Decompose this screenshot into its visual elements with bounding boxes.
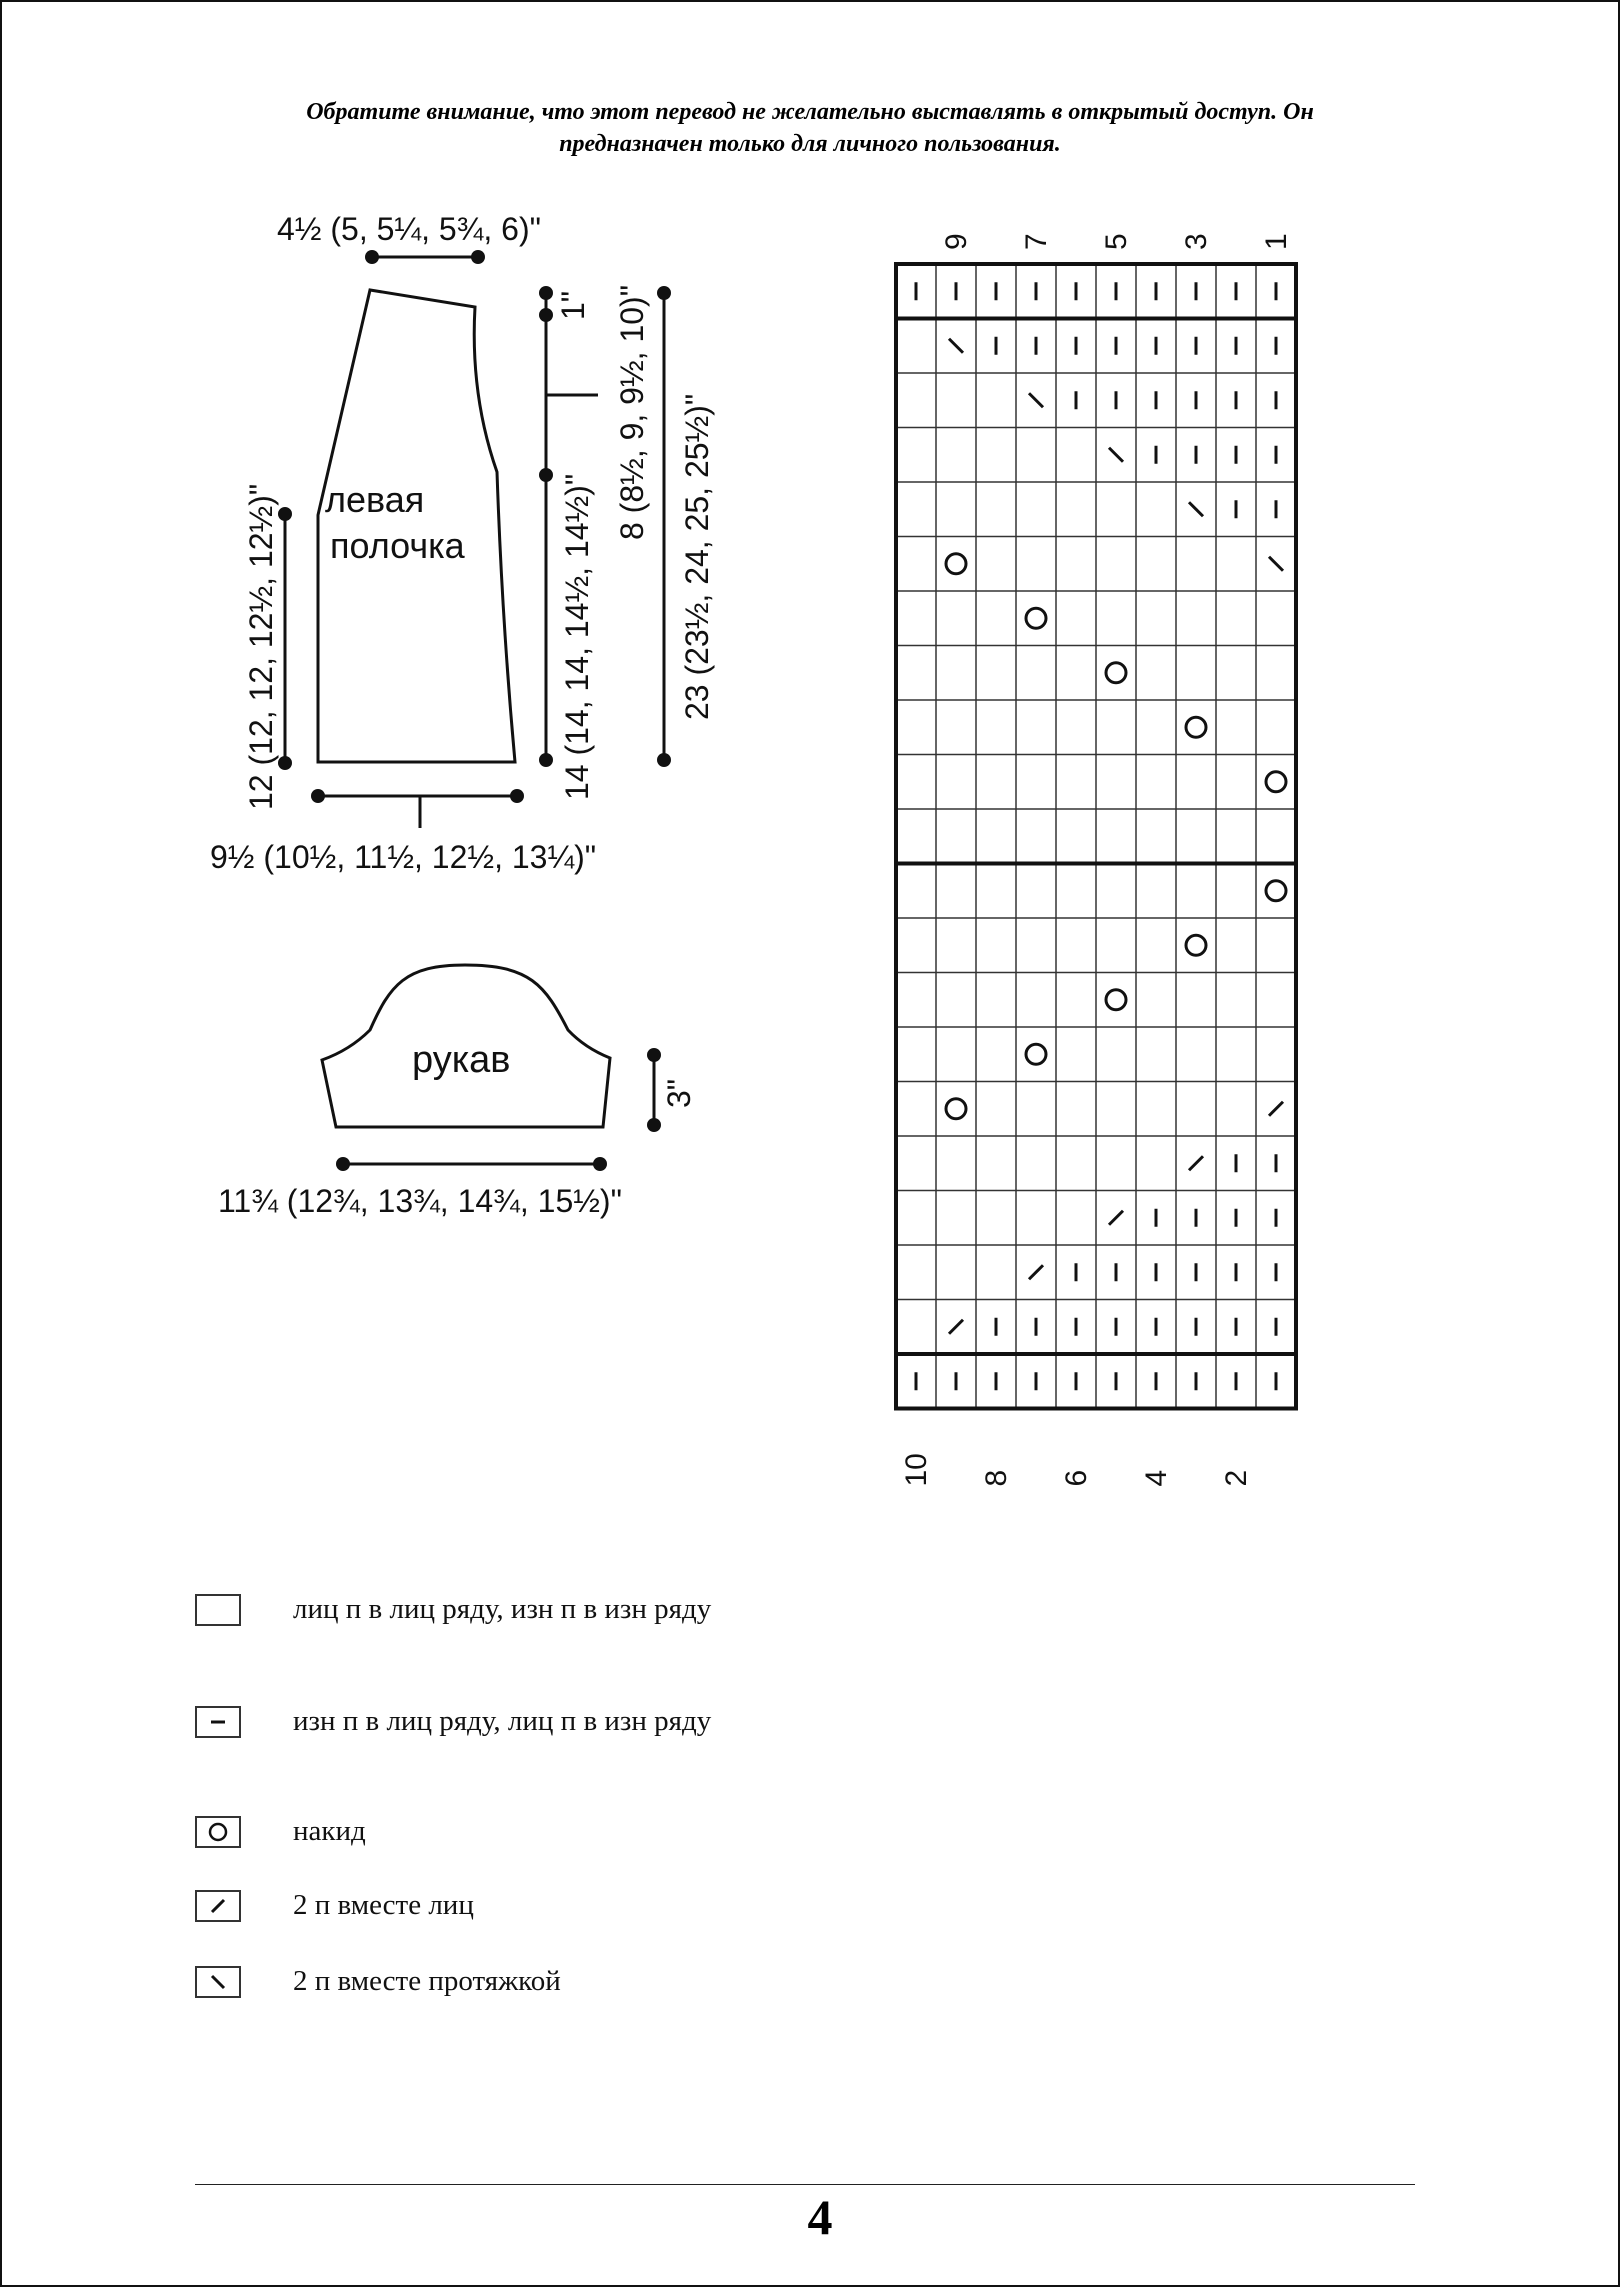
dot — [365, 250, 379, 264]
yarn-over-symbol — [1106, 663, 1126, 683]
sleeve-cap-label: 3" — [661, 1078, 697, 1108]
yarn-over-symbol — [946, 554, 966, 574]
dot — [311, 789, 325, 803]
k2tog-symbol — [1269, 1102, 1283, 1116]
legend-symbol-dash — [195, 1706, 241, 1738]
shoulder-width-label: 4½ (5, 5¼, 5¾, 6)" — [277, 211, 541, 247]
dot — [539, 308, 553, 322]
bottom-width-label: 9½ (10½, 11½, 12½, 13¼)" — [210, 839, 597, 875]
armhole-depth-label: 8 (8½, 9, 9½, 10)" — [614, 284, 650, 540]
dot — [657, 286, 671, 300]
yarn-over-symbol — [1186, 935, 1206, 955]
k2tog-symbol — [1189, 1156, 1203, 1170]
dot — [510, 789, 524, 803]
front-label-1: левая — [325, 479, 425, 520]
yarn-over-symbol — [1186, 717, 1206, 737]
yarn-over-symbol — [946, 1099, 966, 1119]
dot — [336, 1157, 350, 1171]
legend-symbol-empty — [195, 1594, 241, 1626]
dot — [539, 468, 553, 482]
legend-symbol-backslash — [195, 1966, 241, 1998]
total-length-label: 23 (23½, 24, 25, 25½)" — [679, 393, 715, 720]
dot — [657, 753, 671, 767]
chart-top-number: 9 — [940, 233, 973, 250]
notice-line-1: Обратите внимание, что этот перевод не желательно выставлять в открытый доступ. Он — [306, 99, 1314, 125]
legend-text: 2 п вместе лиц — [293, 1889, 474, 1921]
yarn-over-symbol — [1266, 881, 1286, 901]
sleeve-label: рукав — [412, 1039, 511, 1081]
dot — [539, 286, 553, 300]
chart-top-number: 3 — [1180, 233, 1213, 250]
dot — [647, 1118, 661, 1132]
one-inch-label: 1" — [555, 290, 591, 320]
chart-bottom-number: 10 — [900, 1453, 933, 1487]
dot — [647, 1048, 661, 1062]
yarn-over-symbol — [1266, 772, 1286, 792]
legend-text: 2 п вместе протяжкой — [293, 1965, 561, 1997]
ssk-symbol — [949, 339, 963, 353]
dot — [278, 507, 292, 521]
legend-text: изн п в лиц ряду, лиц п в изн ряду — [293, 1705, 712, 1737]
dot — [471, 250, 485, 264]
yarn-over-symbol — [1106, 990, 1126, 1010]
chart-top-number: 5 — [1100, 233, 1133, 250]
chart-bottom-number: 6 — [1060, 1469, 1093, 1487]
k2tog-symbol — [1029, 1265, 1043, 1279]
page-number: 4 — [807, 2189, 833, 2245]
chart-top-number: 1 — [1260, 233, 1293, 250]
ssk-symbol — [1189, 502, 1203, 516]
footer-divider — [195, 2184, 1415, 2185]
legend-symbol-circle — [195, 1816, 241, 1848]
ssk-symbol — [1109, 448, 1123, 462]
ssk-symbol — [1029, 393, 1043, 407]
chart-bottom-number: 2 — [1220, 1469, 1253, 1487]
body-to-armhole-label: 14 (14, 14, 14½, 14½)" — [559, 473, 595, 800]
dot — [278, 756, 292, 770]
side-length-label: 12 (12, 12, 12½, 12½)" — [243, 483, 279, 810]
k2tog-symbol — [1109, 1211, 1123, 1225]
chart-top-number: 7 — [1020, 233, 1053, 250]
yarn-over-symbol — [1026, 608, 1046, 628]
knitting-chart — [896, 233, 1296, 1486]
chart-bottom-number: 4 — [1140, 1469, 1173, 1487]
dot — [539, 753, 553, 767]
yarn-over-symbol — [1026, 1044, 1046, 1064]
legend-symbol-slash — [195, 1890, 241, 1922]
notice-line-2: предназначен только для личного пользования. — [559, 131, 1061, 157]
ssk-symbol — [1269, 557, 1283, 571]
front-label-2: полочка — [330, 525, 465, 566]
legend-text: лиц п в лиц ряду, изн п в изн ряду — [293, 1593, 712, 1625]
dot — [593, 1157, 607, 1171]
legend-text: накид — [293, 1815, 366, 1847]
chart-bottom-number: 8 — [980, 1469, 1013, 1487]
sleeve-width-label: 11¾ (12¾, 13¾, 14¾, 15½)" — [218, 1183, 622, 1219]
k2tog-symbol — [949, 1320, 963, 1334]
